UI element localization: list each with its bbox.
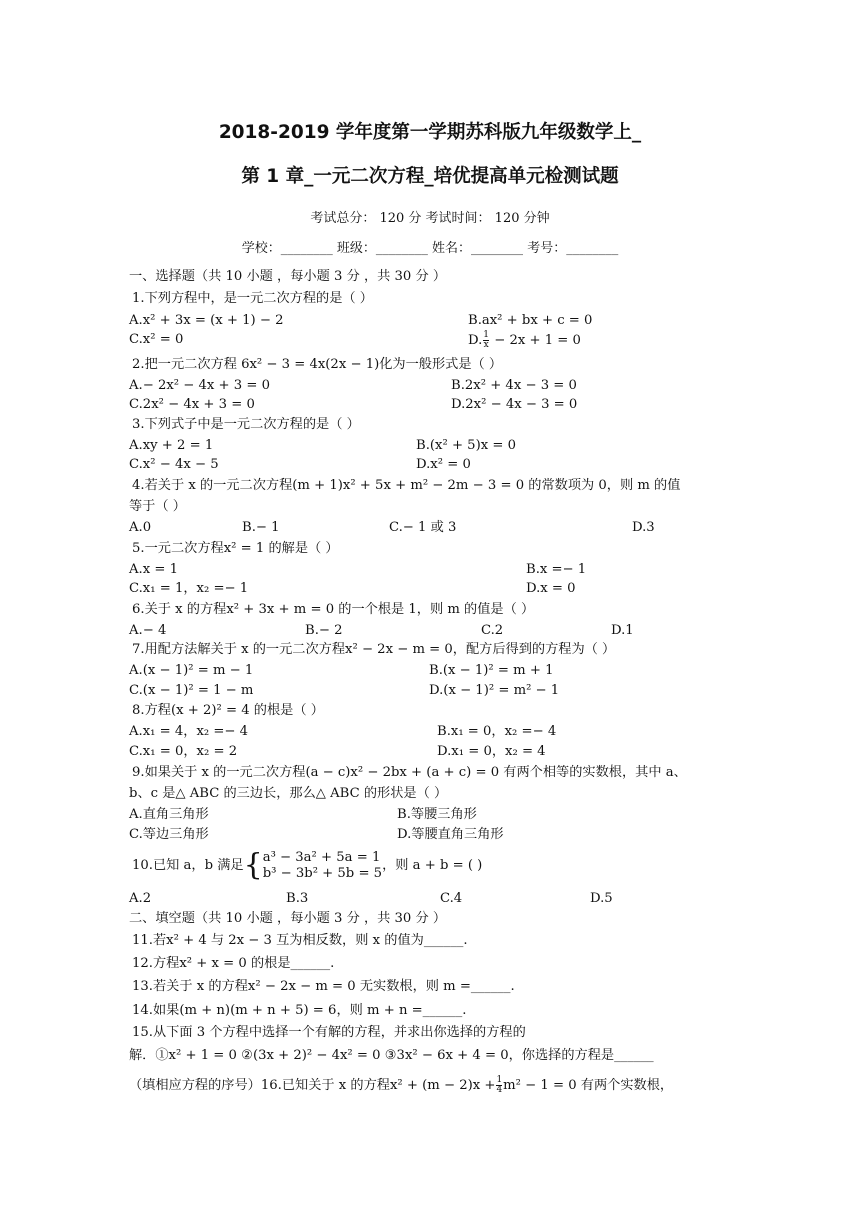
question-12: 12.方程x² + x = 0 的根是______. [132, 956, 335, 971]
question-9-option-d: D.等腰直角三角形 [397, 827, 504, 842]
section-heading-fill: 二、填空题（共 10 小题 ，每小题 3 分 ，共 30 分 ） [129, 911, 447, 926]
question-11: 11.若x² + 4 与 2x − 3 互为相反数，则 x 的值为______. [132, 933, 468, 948]
question-5-option-a: A.x = 1 [129, 562, 178, 577]
question-4-stem: 4.若关于 x 的一元二次方程(m + 1)x² + 5x + m² − 2m − 3 = 0 的常数项为 0，则 m 的值 [132, 478, 681, 493]
question-10-option-b: B.3 [286, 891, 309, 906]
question-8-stem: 8.方程(x + 2)² = 4 的根是（ ） [132, 703, 324, 718]
question-2-option-c: C.2x² − 4x + 3 = 0 [129, 397, 255, 412]
question-6-option-a: A.− 4 [129, 623, 167, 638]
exam-title-line2: 第 1 章_一元二次方程_培优提高单元检测试题 [241, 166, 619, 187]
exam-title-line1: 2018-2019 学年度第一学期苏科版九年级数学上_ [218, 122, 642, 143]
section-heading-choice: 一、选择题（共 10 小题 ，每小题 3 分 ，共 30 分 ） [129, 269, 447, 284]
question-4-option-c: C.− 1 或 3 [389, 520, 457, 535]
question-3-option-d: D.x² = 0 [416, 457, 471, 472]
question-2-option-b: B.2x² + 4x − 3 = 0 [451, 378, 577, 393]
question-4-option-a: A.0 [129, 520, 152, 535]
question-4-option-d: D.3 [632, 520, 655, 535]
question-15-line1: 15.从下面 3 个方程中选择一个有解的方程，并求出你选择的方程的 [132, 1025, 526, 1040]
question-4-stem-continued: 等于（ ） [129, 499, 186, 514]
exam-info: 考试总分： 120 分 考试时间： 120 分钟 [310, 211, 550, 226]
fraction: $\frac{1}{4}$ [496, 1075, 503, 1095]
question-10-stem: 10.已知 a，b 满足{ a³ − 3a² + 5a = 1 b³ − 3b² + 5b = 5 ，则 a + b = ( ) [132, 847, 483, 883]
question-7-option-b: B.(x − 1)² = m + 1 [429, 663, 554, 678]
question-3-option-c: C.x² − 4x − 5 [129, 457, 219, 472]
question-2-option-d: D.2x² − 4x − 3 = 0 [451, 397, 578, 412]
question-3-option-b: B.(x² + 5)x = 0 [416, 438, 516, 453]
question-5-option-b: B.x =− 1 [526, 562, 587, 577]
question-1-option-c: C.x² = 0 [129, 332, 184, 347]
question-6-option-d: D.1 [611, 623, 634, 638]
student-fields: 学校：________ 班级：________ 姓名：________ 考号：________ [241, 241, 619, 256]
equation-system: a³ − 3a² + 5a = 1 b³ − 3b² + 5b = 5 [262, 849, 383, 881]
question-15-line2: 解．①x² + 1 = 0 ②(3x + 2)² − 4x² = 0 ③3x² − 6x + 4 = 0，你选择的方程是______ [129, 1048, 654, 1063]
question-6-option-b: B.− 2 [305, 623, 343, 638]
question-4-option-b: B.− 1 [242, 520, 280, 535]
fraction: $\frac{1}{x}$ [483, 330, 490, 350]
question-16: （填相应方程的序号）16.已知关于 x 的方程x² + (m − 2)x + $\frac{1}{4}$ m² − 1 = 0 有两个实数根， [129, 1075, 674, 1095]
question-6-stem: 6.关于 x 的方程x² + 3x + m = 0 的一个根是 1，则 m 的值是（ ） [132, 602, 535, 617]
question-7-option-d: D.(x − 1)² = m² − 1 [429, 683, 560, 698]
question-14: 14.如果(m + n)(m + n + 5) = 6，则 m + n =______. [132, 1003, 467, 1018]
question-8-option-c: C.x₁ = 0，x₂ = 2 [129, 744, 238, 759]
question-8-option-d: D.x₁ = 0，x₂ = 4 [437, 744, 546, 759]
question-9-option-c: C.等边三角形 [129, 827, 209, 842]
question-3-stem: 3.下列式子中是一元二次方程的是（ ） [132, 417, 360, 432]
question-7-stem: 7.用配方法解关于 x 的一元二次方程x² − 2x − m = 0，配方后得到的方程为（ ） [132, 642, 616, 657]
question-10-option-c: C.4 [440, 891, 463, 906]
question-9-stem-continued: b、c 是△ ABC 的三边长，那么△ ABC 的形状是（ ） [129, 786, 448, 801]
question-1-option-d: D. $\frac{1}{x}$ − 2x + 1 = 0 [468, 330, 581, 350]
question-9-option-a: A.直角三角形 [129, 807, 209, 822]
question-9-option-b: B.等腰三角形 [397, 807, 477, 822]
question-1-option-a: A.x² + 3x = (x + 1) − 2 [129, 313, 284, 328]
question-8-option-a: A.x₁ = 4，x₂ =− 4 [129, 724, 249, 739]
question-5-stem: 5.一元二次方程x² = 1 的解是（ ） [132, 541, 339, 556]
question-2-option-a: A.− 2x² − 4x + 3 = 0 [129, 378, 270, 393]
question-1-option-b: B.ax² + bx + c = 0 [468, 313, 593, 328]
question-10-option-d: D.5 [590, 891, 613, 906]
brace: { [243, 847, 263, 883]
question-8-option-b: B.x₁ = 0，x₂ =− 4 [437, 724, 557, 739]
question-7-option-a: A.(x − 1)² = m − 1 [129, 663, 254, 678]
question-1-stem: 1.下列方程中，是一元二次方程的是（ ） [132, 291, 373, 306]
question-9-stem: 9.如果关于 x 的一元二次方程(a − c)x² − 2bx + (a + c) = 0 有两个相等的实数根，其中 a、 [132, 765, 687, 780]
question-7-option-c: C.(x − 1)² = 1 − m [129, 683, 254, 698]
question-2-stem: 2.把一元二次方程 6x² − 3 = 4x(2x − 1)化为一般形式是（ ） [132, 357, 503, 372]
question-13: 13.若关于 x 的方程x² − 2x − m = 0 无实数根，则 m =______. [132, 979, 515, 994]
question-5-option-c: C.x₁ = 1，x₂ =− 1 [129, 581, 249, 596]
question-5-option-d: D.x = 0 [526, 581, 576, 596]
question-3-option-a: A.xy + 2 = 1 [129, 438, 214, 453]
question-6-option-c: C.2 [481, 623, 504, 638]
question-10-option-a: A.2 [129, 891, 152, 906]
